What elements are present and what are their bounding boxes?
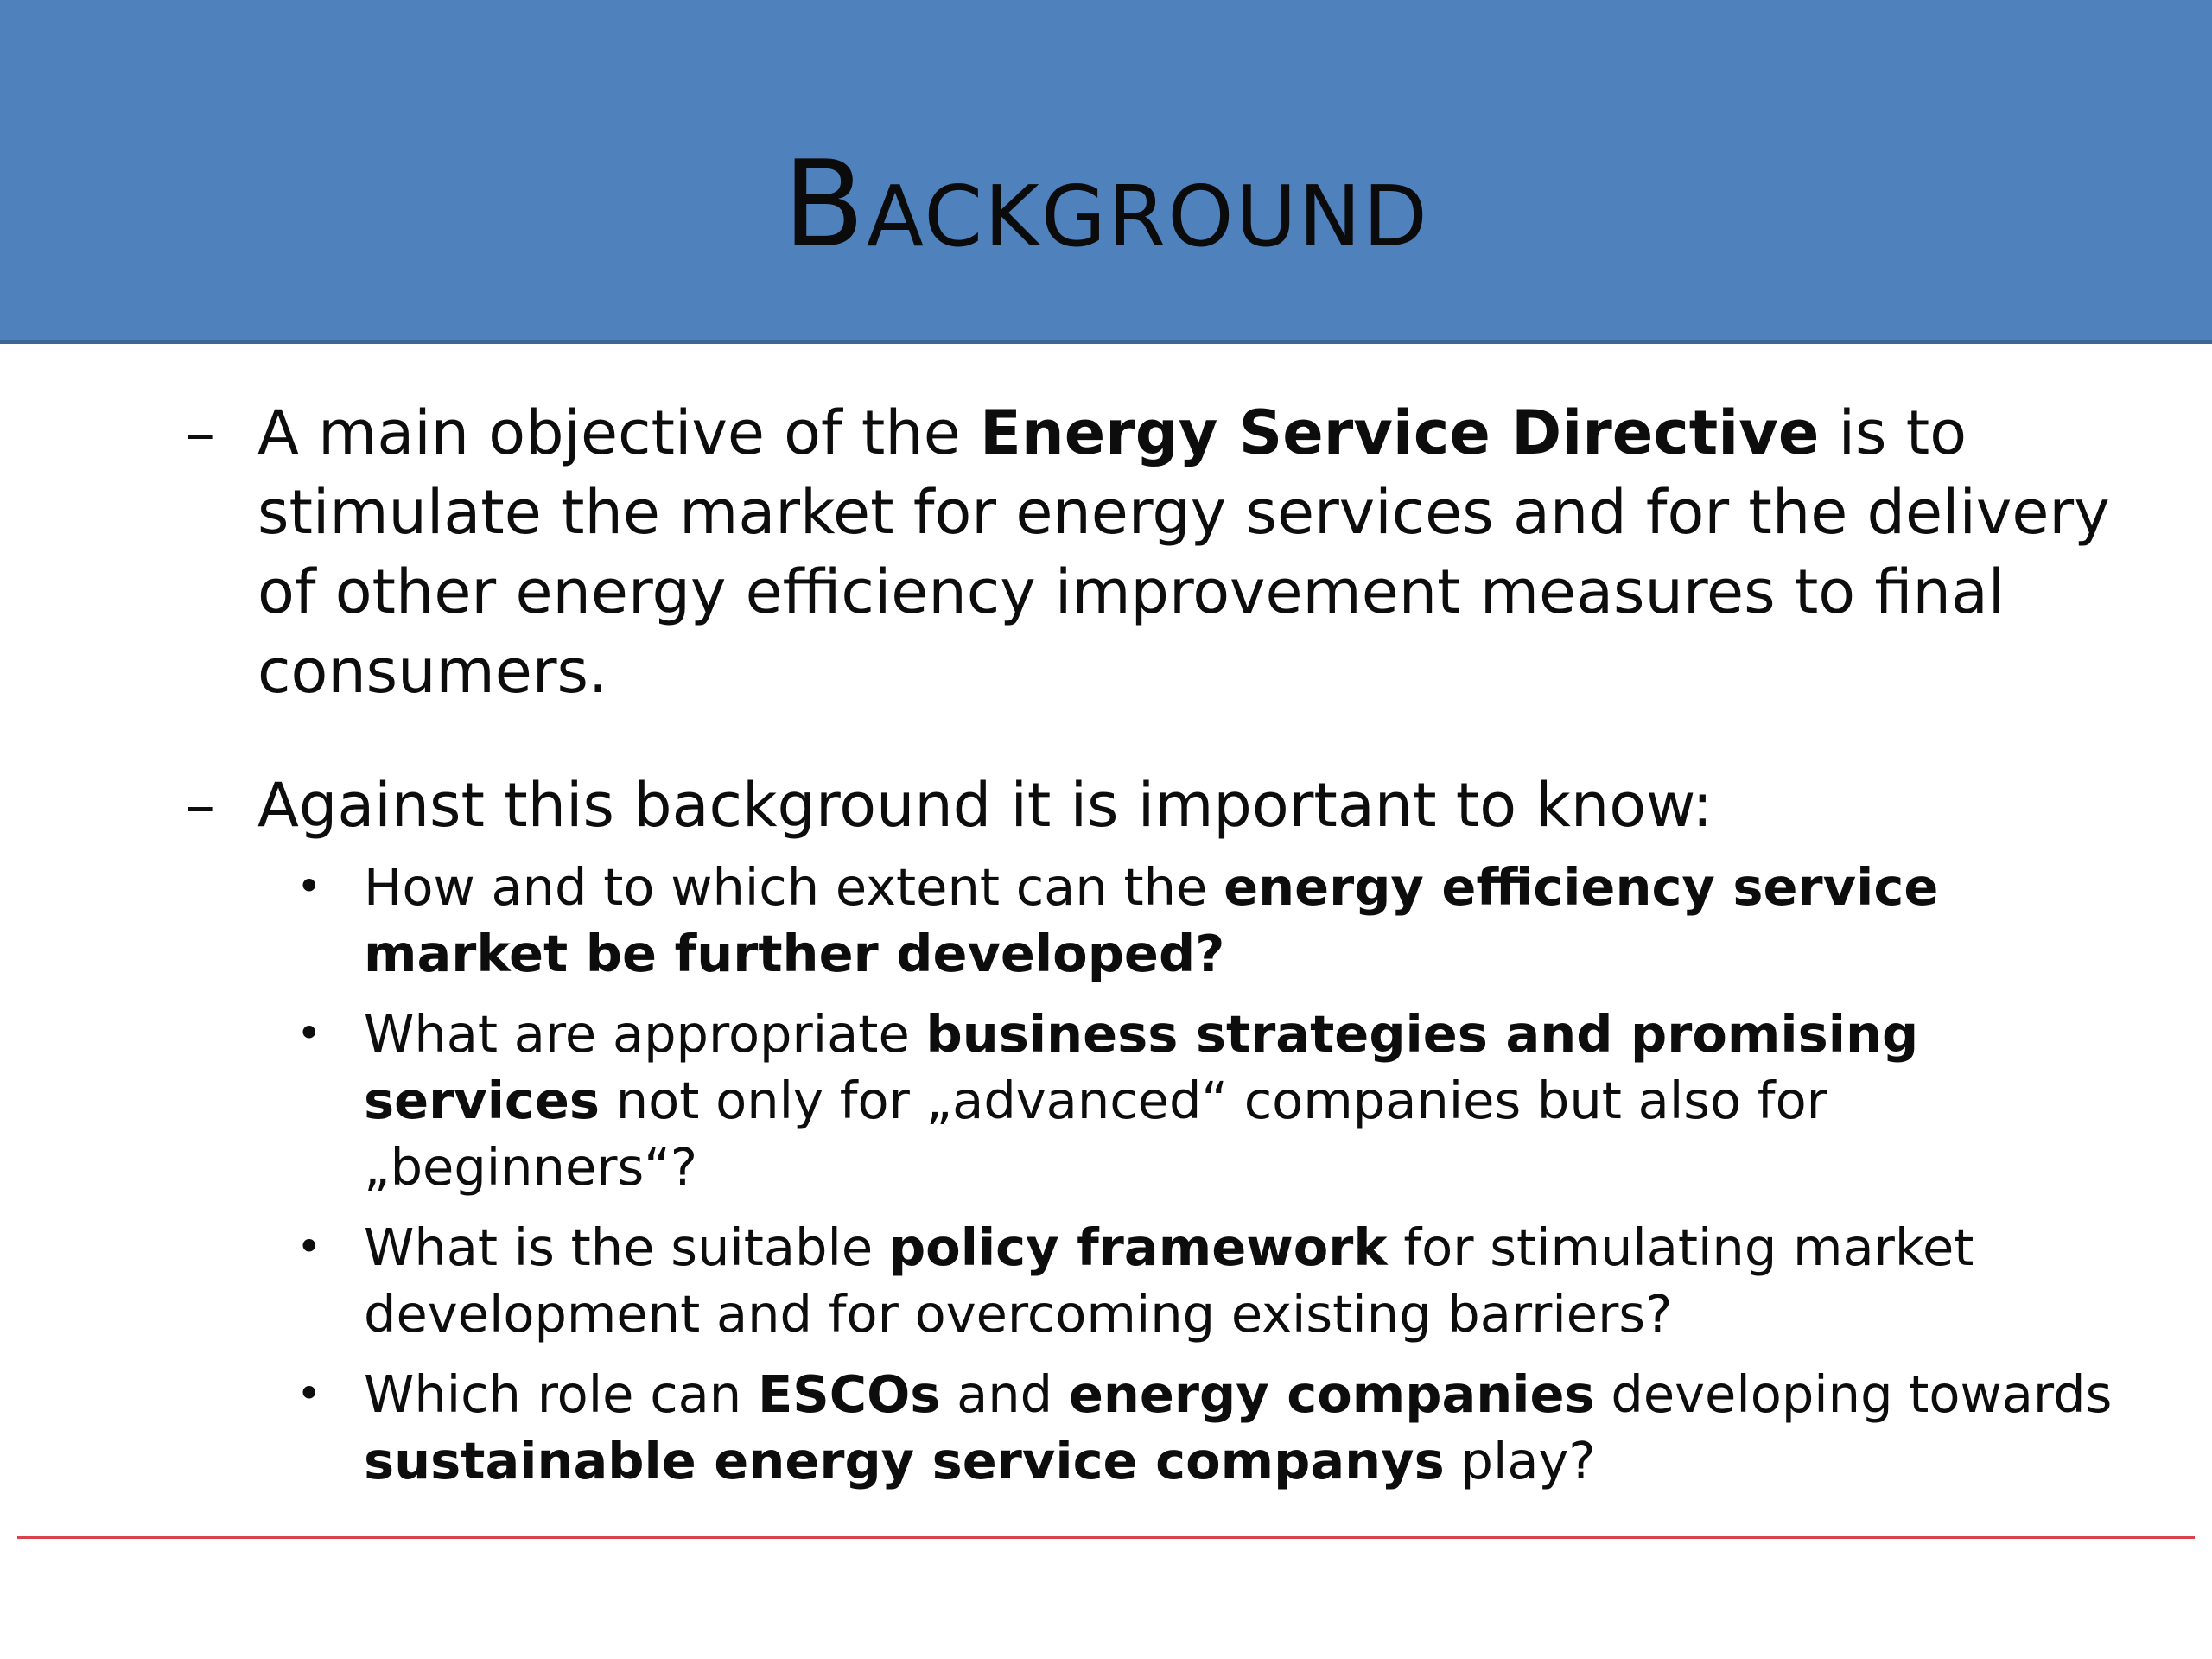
question-text-segment: How and to which extent can the	[364, 857, 1224, 917]
question-item	[185, 1001, 2129, 1200]
question-text-bold: energy efficiency service market be further developed?	[364, 857, 1939, 983]
question-text-segment: What is the suitable	[364, 1217, 889, 1277]
question-text-segment: Which role can	[364, 1364, 758, 1424]
footer-divider	[17, 1536, 2195, 1539]
bullet-icon: •	[296, 861, 322, 912]
question-text	[282, 1214, 2129, 1347]
dash-marker: –	[185, 770, 215, 841]
dash-marker: –	[185, 397, 215, 468]
title-band	[0, 0, 2212, 344]
question-text-segment: developing towards	[1594, 1364, 2113, 1424]
question-text	[282, 1361, 2129, 1494]
point-text	[257, 397, 2110, 707]
question-text	[282, 854, 2129, 987]
question-text-bold: energy companies	[1068, 1364, 1595, 1424]
question-text-bold: business strategies and promising services	[364, 1004, 1919, 1130]
slide-title: Background	[783, 135, 1429, 274]
question-item	[185, 1214, 2129, 1347]
point-text-segment: is to stimulate the market for energy services and for the delivery of other energy efficiency improvement measures to final consumers.	[257, 397, 2110, 707]
bullet-icon: •	[296, 1222, 322, 1272]
question-text-bold: policy framework	[888, 1217, 1388, 1277]
question-text-segment: not only for „advanced“ companies but also for „beginners“?	[364, 1071, 1827, 1197]
question-text-bold: sustainable energy service companys	[364, 1431, 1445, 1491]
point-text-bold: Energy Service Directive	[980, 397, 1820, 468]
question-text-segment: and	[940, 1364, 1069, 1424]
question-text-segment: play?	[1444, 1431, 1596, 1491]
point-objective	[185, 393, 2129, 711]
question-text-segment: for stimulating market development and for overcoming existing barriers?	[364, 1217, 1974, 1344]
question-item	[185, 1361, 2129, 1494]
question-text	[282, 1001, 2129, 1200]
point-text: Against this background it is important to know:	[257, 770, 1713, 841]
question-list	[185, 854, 2129, 1494]
bullet-icon: •	[296, 1008, 322, 1058]
bullet-icon: •	[296, 1369, 322, 1419]
question-text-segment: What are appropriate	[364, 1004, 926, 1064]
point-text-segment: A main objective of the	[257, 397, 981, 468]
question-item	[185, 854, 2129, 987]
question-text-bold: ESCOs	[757, 1364, 941, 1424]
point-background	[185, 766, 2129, 845]
slide-content	[185, 393, 2129, 1508]
